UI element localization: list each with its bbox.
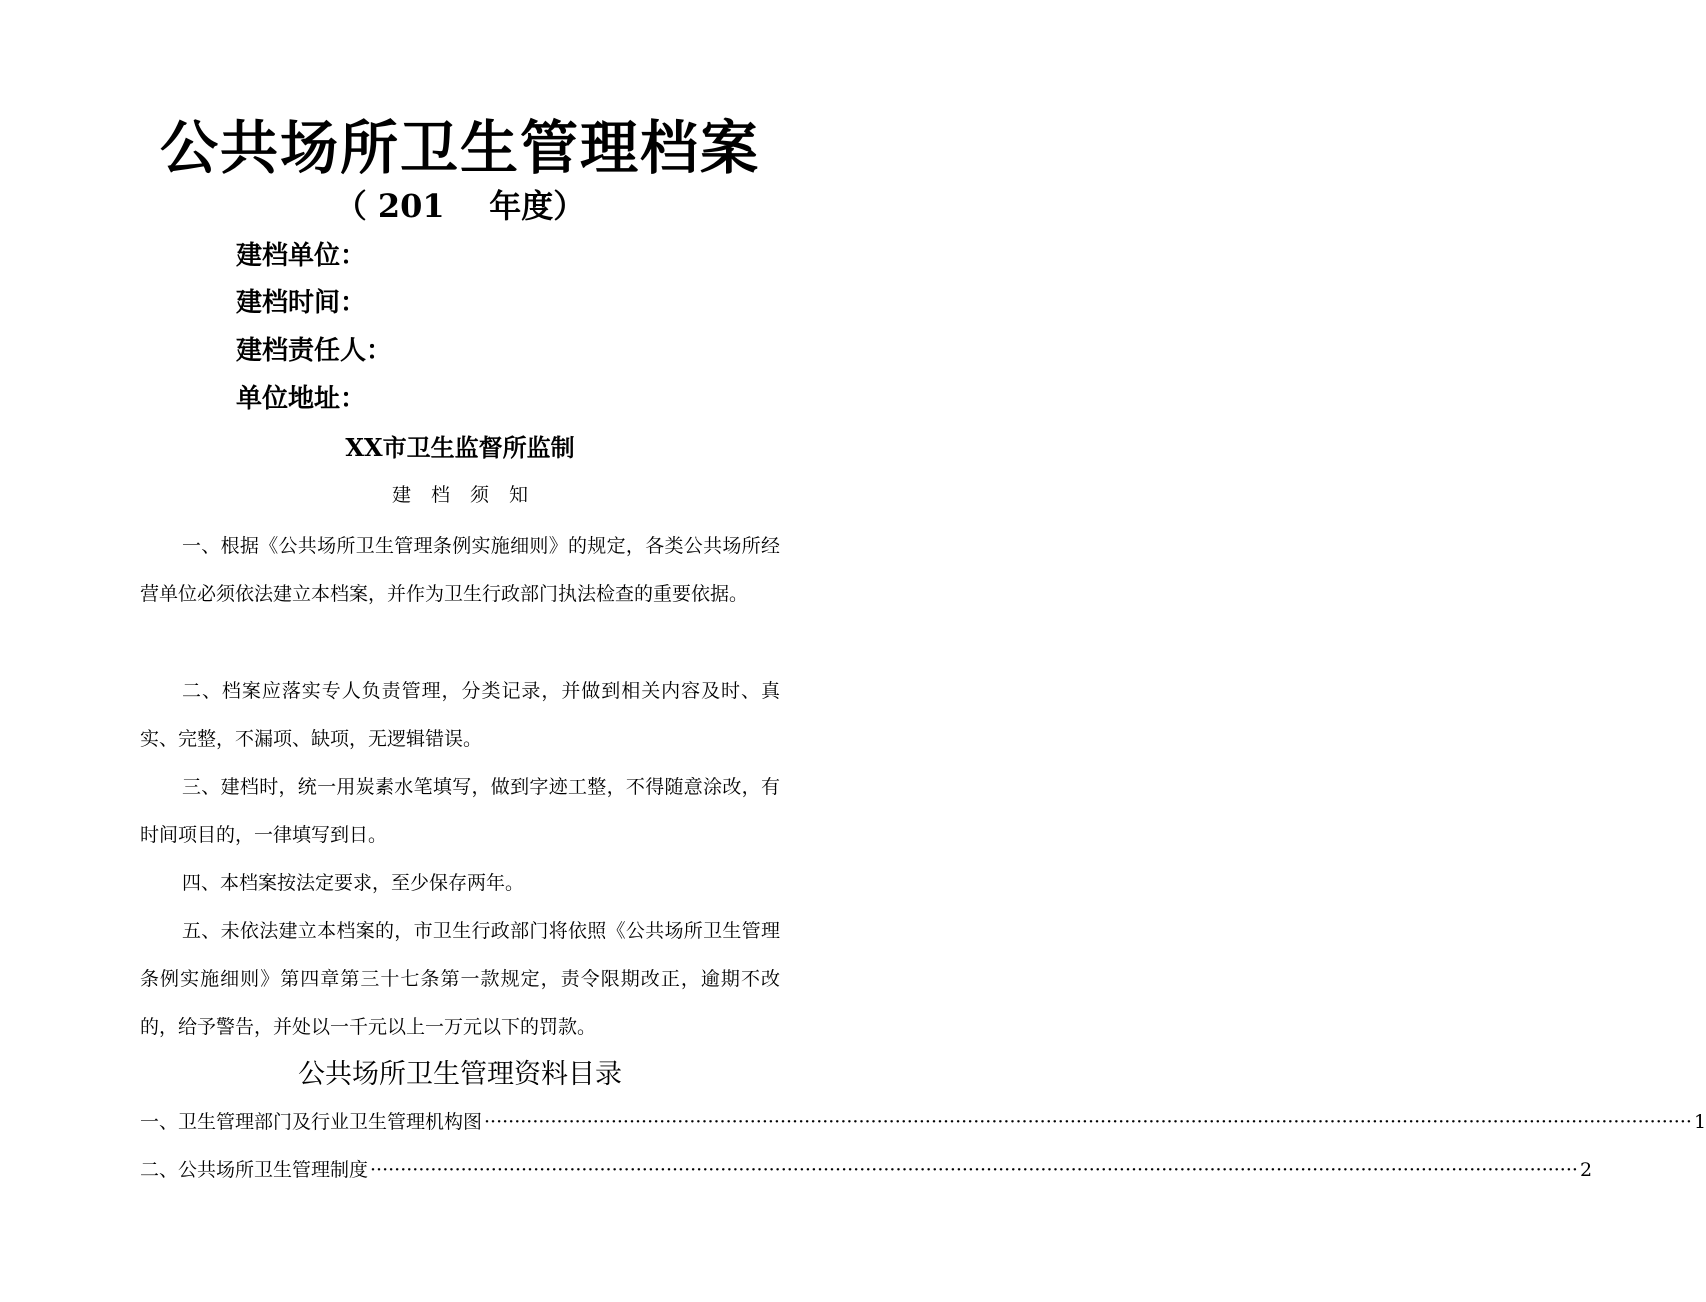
toc-entry-page: 2 xyxy=(1579,1159,1593,1181)
toc-entry xyxy=(140,1104,1706,1140)
supervisor-line: XX市卫生监督所监制 xyxy=(345,433,575,462)
document-title: 公共场所卫生管理档案 xyxy=(159,114,760,182)
toc-entry xyxy=(140,1152,1593,1188)
notice-paragraph: 二、档案应落实专人负责管理，分类记录，并做到相关内容及时、真实、完整，不漏项、缺项，无逻辑错误。 xyxy=(140,680,780,750)
field-unit-address: 单位地址： xyxy=(236,384,367,414)
notice-paragraph: 四、本档案按法定要求，至少保存两年。 xyxy=(182,872,525,894)
toc-entry-label: 一、卫生管理部门及行业卫生管理机构图 xyxy=(140,1111,483,1133)
toc-leader-dots: ········································································································································································································ xyxy=(370,1159,1578,1181)
toc-entry-label: 二、公共场所卫生管理制度 xyxy=(140,1159,369,1181)
toc-leader-dots: ········································································································································································································ xyxy=(484,1111,1692,1133)
field-archive-responsible: 建档责任人： xyxy=(236,336,393,366)
field-archive-date: 建档时间： xyxy=(236,288,367,318)
toc-entry-page: 1 xyxy=(1693,1111,1706,1133)
field-archive-unit: 建档单位： xyxy=(236,241,367,271)
notice-paragraph: 三、建档时，统一用炭素水笔填写，做到字迹工整，不得随意涂改，有时间项目的，一律填写到日。 xyxy=(140,776,780,846)
year-line: （ 201 年度） xyxy=(334,187,586,225)
notice-paragraph: 一、根据《公共场所卫生管理条例实施细则》的规定，各类公共场所经营单位必须依法建立本档案，并作为卫生行政部门执法检查的重要依据。 xyxy=(140,535,780,605)
notice-paragraph: 五、未依法建立本档案的，市卫生行政部门将依照《公共场所卫生管理条例实施细则》第四章第三十七条第一款规定，责令限期改正，逾期不改的，给予警告，并处以一千元以上一万元以下的罚款。 xyxy=(140,920,780,1038)
notice-heading: 建档须知 xyxy=(391,484,548,506)
toc-heading: 公共场所卫生管理资料目录 xyxy=(298,1059,622,1090)
